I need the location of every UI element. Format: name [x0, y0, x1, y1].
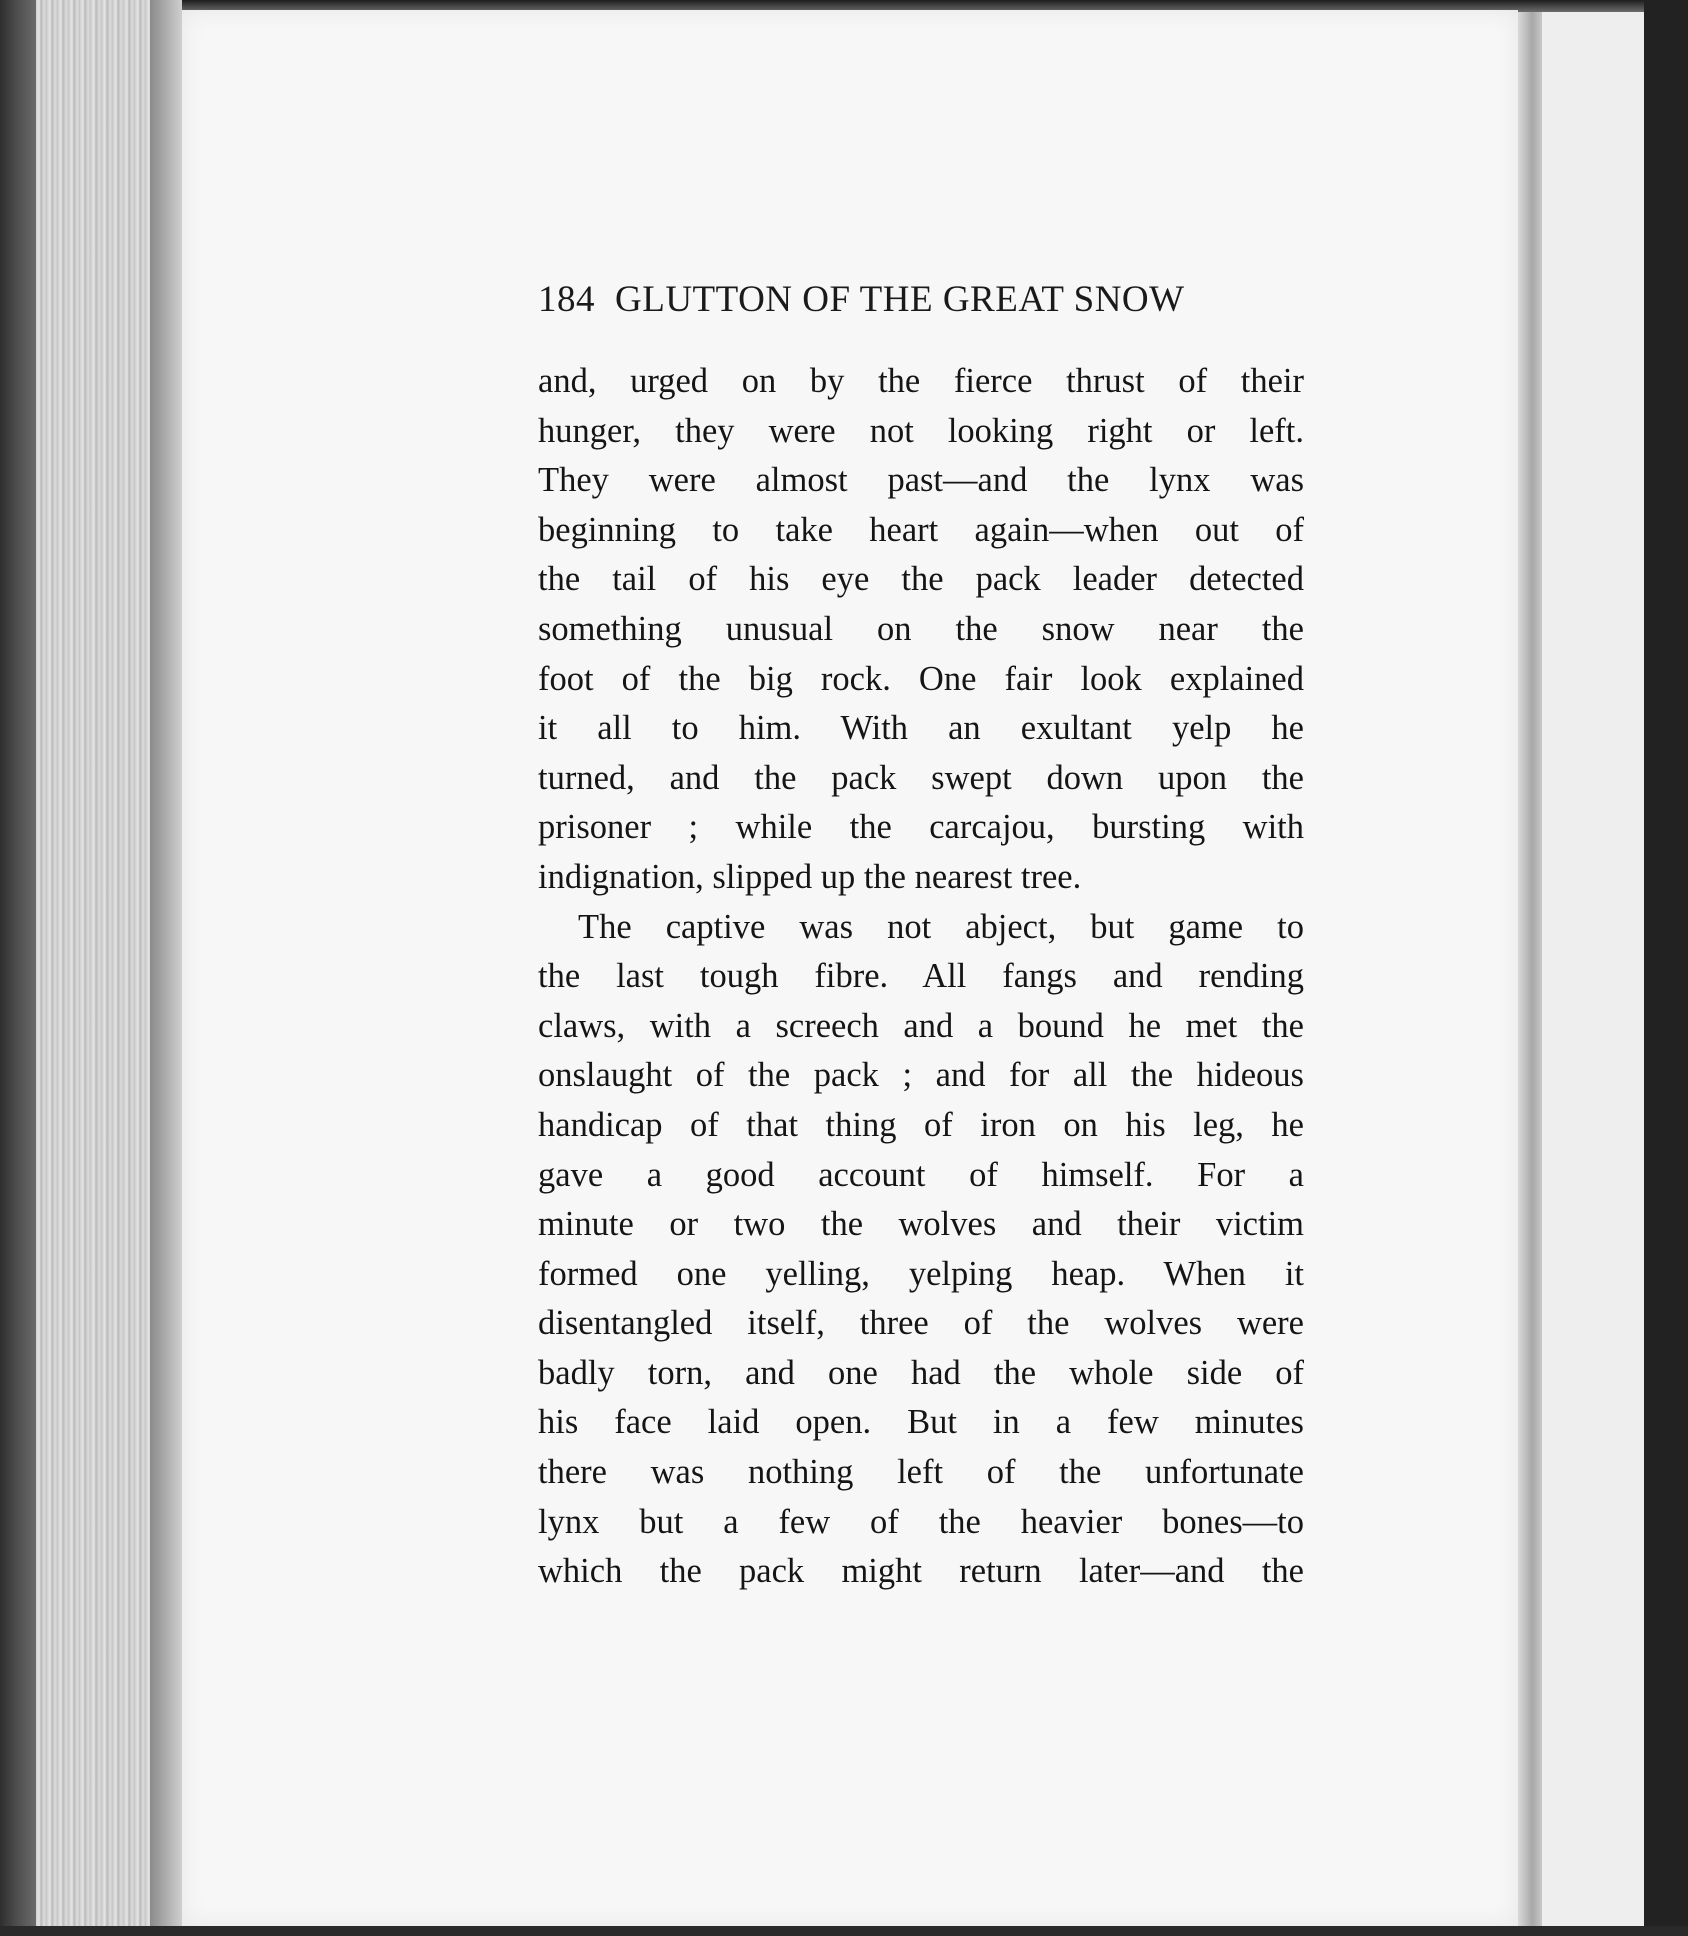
running-title: GLUTTON OF THE GREAT SNOW	[615, 279, 1185, 320]
text-line: his face laid open. But in a few minutes	[538, 1403, 1304, 1442]
facing-page-strip	[1542, 12, 1644, 1926]
text-line: it all to him. With an exultant yelp he	[538, 709, 1304, 748]
text-line: and, urged on by the fierce thrust of their	[538, 362, 1304, 400]
text-line: hunger, they were not looking right or left.	[538, 411, 1304, 450]
book-bottom-edge	[0, 1926, 1688, 1936]
text-line: foot of the big rock. One fair look explained	[538, 659, 1304, 698]
text-line: there was nothing left of the unfortunate	[538, 1453, 1304, 1492]
text-line: prisoner ; while the carcajou, bursting with	[538, 808, 1304, 847]
body-text	[538, 357, 1304, 1597]
text-line: beginning to take heart again—when out of	[538, 510, 1304, 549]
text-line: indignation, slipped up the nearest tree.	[538, 857, 1082, 896]
text-line: lynx but a few of the heavier bones—to	[538, 1502, 1304, 1541]
text-line: gave a good account of himself. For a	[538, 1155, 1304, 1194]
running-header	[538, 278, 1298, 330]
text-line: which the pack might return later—and the	[538, 1552, 1304, 1591]
page-stack-shadow	[150, 0, 182, 1936]
text-line: handicap of that thing of iron on his leg, he	[538, 1105, 1304, 1144]
text-line: onslaught of the pack ; and for all the hideous	[538, 1056, 1304, 1095]
page-number: 184	[538, 279, 595, 320]
text-line: the tail of his eye the pack leader detected	[538, 560, 1304, 599]
text-line: claws, with a screech and a bound he met the	[538, 1006, 1304, 1045]
text-line: something unusual on the snow near the	[538, 609, 1304, 648]
text-line: formed one yelling, yelping heap. When it	[538, 1254, 1304, 1293]
text-line: disentangled itself, three of the wolves were	[538, 1304, 1304, 1343]
text-line: turned, and the pack swept down upon the	[538, 758, 1304, 797]
text-line: The captive was not abject, but game to	[578, 907, 1304, 946]
text-line: They were almost past—and the lynx was	[538, 461, 1304, 500]
background-right-edge	[1644, 0, 1688, 1936]
text-line: the last tough fibre. All fangs and rending	[538, 957, 1304, 996]
text-line: badly torn, and one had the whole side of	[538, 1353, 1304, 1392]
page-fold	[1518, 12, 1542, 1926]
text-line: minute or two the wolves and their victim	[538, 1205, 1304, 1244]
book-spine-edge	[0, 0, 36, 1936]
